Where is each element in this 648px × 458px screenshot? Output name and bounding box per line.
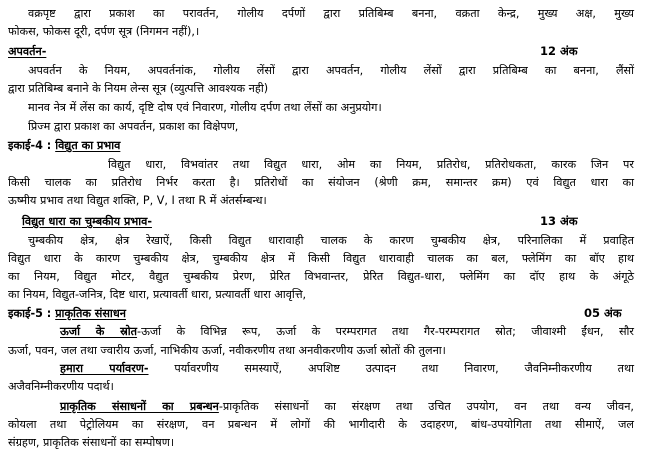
- unit5-title: प्राकृतिक संसाधन: [55, 307, 126, 320]
- text-line-23: कोयला तथा पेट्रोलियम का संरक्षण, वन प्रबन्धन में लोगों की भागीदारी के उदाहरण, बांध-उपयोगिता तथा सीमाऐं, जल: [8, 418, 634, 431]
- unit4-label: इकाई-4 :: [8, 139, 52, 152]
- environment-text: पर्यावरणीय समस्याऐं, अपशिष्ट उत्पादन तथा निवारण, जैवनिम्नीकरणीय तथा: [174, 362, 635, 375]
- subheading-environment: हमारा पर्यावरण-: [60, 362, 149, 375]
- text-line-5: द्वारा प्रतिबिम्ब बनाने के नियम लेन्स सूत्र (व्युत्पत्ति आवश्यक नही): [8, 82, 269, 95]
- text-line-11: ऊष्मीय प्रभाव तथा विद्युत शक्ति, P, V, I तथा R में अंतर्सम्बन्ध।: [8, 194, 267, 207]
- text-line-21: अजैवनिम्नीकरणीय पदार्थ।: [8, 380, 114, 393]
- text-line-20: [60, 361, 634, 376]
- text-line-2: फोकस, फोकस दूरी, दर्पण सूत्र (निगमन नहीं),।: [8, 25, 200, 38]
- text-line-14: विद्युत धारा के कारण चुम्बकीय क्षेत्र, चुम्बकीय क्षेत्र में किसी विद्युत धारावाही चालक का बल, फ्लेमिंग का बॉए हाथ: [8, 252, 634, 265]
- marks-refraction: 12 अंक: [540, 44, 578, 58]
- unit5-label: इकाई-5 :: [8, 307, 52, 320]
- unit4-heading: [8, 138, 120, 153]
- marks-magnetic-effect: 13 अंक: [540, 214, 578, 228]
- text-line-22: [60, 399, 634, 414]
- unit5-heading: [8, 306, 126, 321]
- subheading-resource-management: प्राकृतिक संसाधनों का प्रबन्धन: [60, 400, 219, 413]
- text-line-18: [60, 324, 634, 339]
- text-line-10: किसी चालक का प्रतिरोध निर्भर करता है। प्रतिरोधों का संयोजन (श्रेणी क्रम, समान्तर क्रम) एवं विद्युत धारा का: [8, 176, 634, 189]
- text-line-24: संग्रहण, प्राकृतिक संसाधनों का सम्पोषण।: [8, 436, 175, 449]
- text-line-16: का नियम, विद्युत-जनित्र, दिष्ट धारा, प्रत्यावर्ती धारा, प्रत्यावर्ती धारा आवृत्ति,: [8, 288, 307, 301]
- energy-dash: -: [137, 325, 142, 338]
- text-line-15: का नियम, विद्युत मोटर, वैद्युत चुम्बकीय प्रेरण, प्रेरित विभवान्तर, प्रेरित विद्युत-धारा, फ्लेमिंग का दॉए हाथ के अंगूठे: [8, 270, 634, 283]
- text-line-4: अपवर्तन के नियम, अपवर्तनांक, गोलीय लेंसों द्वारा अपवर्तन, गोलीय लेंसों द्वारा प्रतिबिम्ब का बनना, लैंसों: [28, 64, 634, 77]
- heading-refraction: अपवर्तन-: [8, 45, 47, 58]
- text-line-1: वक्रपृष्ट द्वारा प्रकाश का परावर्तन, गोलीय दर्पणों द्वारा प्रतिबिम्ब बनना, वक्रता केन्द्र, मुख्य अक्ष, मुख्य: [28, 7, 634, 20]
- marks-unit5: 05 अंक: [584, 306, 622, 320]
- text-line-19: ऊर्जा, पवन, जल तथा ज्वारीय ऊर्जा, नाभिकीय ऊर्जा, नवीकरणीय तथा अनवीकरणीय ऊर्जा स्रोतों की तुलना।: [8, 344, 446, 357]
- text-line-7: प्रिज्म द्वारा प्रकाश का अपवर्तन, प्रकाश का विक्षेपण,: [28, 120, 239, 133]
- unit4-title: विद्युत का प्रभाव: [55, 139, 121, 152]
- energy-sources-text: ऊर्जा के विभिन्न रूप, ऊर्जा के परम्परागत तथा गैर-परम्परागत स्रोत; जीवाश्मी ईंधन, सौर: [141, 325, 635, 338]
- text-line-6: मानव नेत्र में लेंस का कार्य, दृष्टि दोष एवं निवारण, गोलीय दर्पण तथा लेंसों का अनुप्रयोग।: [28, 101, 382, 114]
- text-line-13: चुम्बकीय क्षेत्र, क्षेत्र रेखाऐं, किसी विद्युत धारावाही चालक के कारण चुम्बकीय क्षेत्र, परिनालिका में प्रवाहित: [28, 234, 634, 247]
- subheading-energy-sources: ऊर्जा के स्रोत: [60, 325, 138, 338]
- resource-dash: -: [218, 400, 223, 413]
- heading-magnetic-effect: विद्युत धारा का चुम्बकीय प्रभाव-: [22, 215, 152, 228]
- text-line-9: विद्युत धारा, विभवांतर तथा विद्युत धारा, ओम का नियम, प्रतिरोध, प्रतिरोधकता, कारक जिन पर: [108, 158, 634, 171]
- resource-management-text: प्राकृतिक संसाधनों का संरक्षण तथा उचित उपयोग, वन तथा वन्य जीवन,: [222, 400, 634, 413]
